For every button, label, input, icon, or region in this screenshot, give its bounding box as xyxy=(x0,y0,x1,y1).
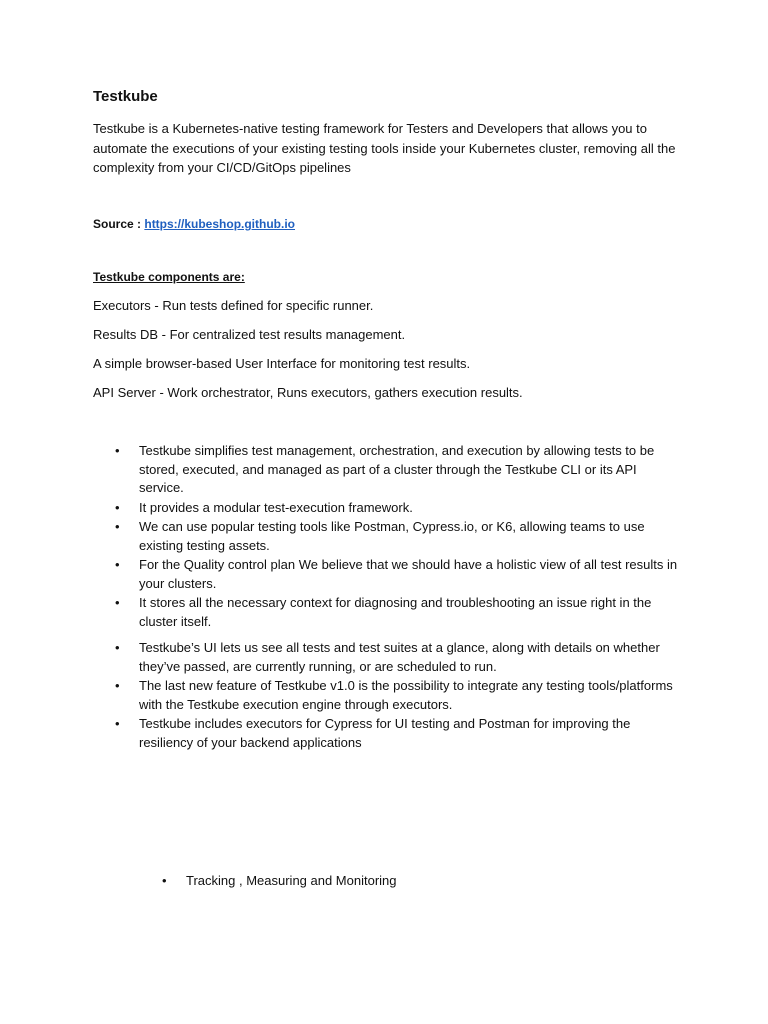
source-label: Source : xyxy=(93,217,145,231)
list-item: • Tracking , Measuring and Monitoring xyxy=(140,872,397,891)
list-item: • It stores all the necessary context for diagnosing and troubleshooting an issue right in the cluster itself. xyxy=(93,594,683,631)
intro-paragraph: Testkube is a Kubernetes-native testing framework for Testers and Developers that allows you to automate the executions of your existing testing tools inside your Kubernetes cluster, removing all the complexity from your CI/CD/GitOps pipelines xyxy=(93,121,676,175)
document-title: Testkube xyxy=(93,88,158,105)
source-line xyxy=(93,215,295,233)
component-ui: A simple browser-based User Interface for monitoring test results. xyxy=(93,356,471,371)
components-heading: Testkube components are: xyxy=(93,270,245,284)
component-executors: Executors - Run tests defined for specific runner. xyxy=(93,298,374,313)
list-item: • For the Quality control plan We believe that we should have a holistic view of all test results in your clusters. xyxy=(93,556,683,593)
list-item: • The last new feature of Testkube v1.0 is the possibility to integrate any testing tools/platforms with the Testkube execution engine through executors. xyxy=(93,677,683,714)
component-results-db: Results DB - For centralized test results management. xyxy=(93,327,406,342)
component-api-server: API Server - Work orchestrator, Runs executors, gathers execution results. xyxy=(93,385,523,400)
source-link[interactable]: https://kubeshop.github.io xyxy=(144,217,296,231)
list-item: • Testkube’s UI lets us see all tests and test suites at a glance, along with details on whether they’ve passed, are currently running, or are scheduled to run. xyxy=(93,639,683,676)
list-item: • Testkube includes executors for Cypress for UI testing and Postman for improving the resiliency of your backend applications xyxy=(93,715,683,752)
list-item: • It provides a modular test-execution framework. xyxy=(93,499,683,518)
list-item: • We can use popular testing tools like Postman, Cypress.io, or K6, allowing teams to use existing testing assets. xyxy=(93,518,683,555)
list-item: • Testkube simplifies test management, orchestration, and execution by allowing tests to be stored, executed, and managed as part of a cluster through the Testkube CLI or its API service. xyxy=(93,442,683,498)
bullet-list-group1 xyxy=(93,442,683,632)
sub-bullet-list xyxy=(140,872,397,891)
bullet-list-group2 xyxy=(93,639,683,753)
